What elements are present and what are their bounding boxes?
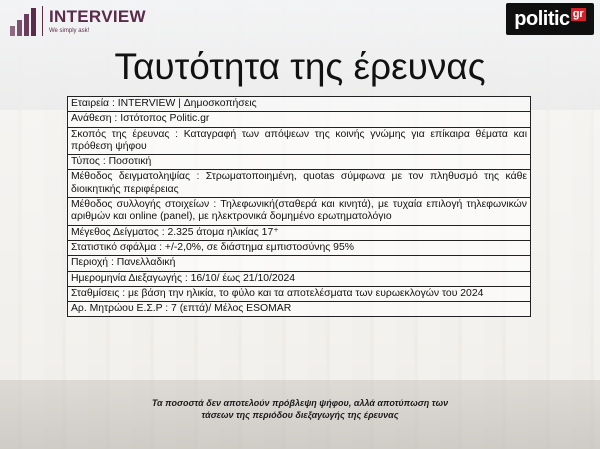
survey-identity-table — [67, 96, 531, 317]
table-row — [68, 225, 531, 240]
table-row — [68, 97, 531, 112]
table-cell: Ανάθεση : Ιστότοπος Politic.gr — [68, 112, 531, 127]
table-cell: Σταθμίσεις : με βάση την ηλικία, το φύλο και τα αποτελέσματα των ευρωεκλογών του 2024 — [68, 286, 531, 301]
table-row — [68, 170, 531, 198]
interview-logo-tagline: We simply ask! — [49, 28, 90, 34]
table-cell: Τύπος : Ποσοτική — [68, 155, 531, 170]
bars-logo-icon — [10, 6, 36, 36]
table-cell: Μέθοδος συλλογής στοιχείων : Τηλεφωνική(σταθερά και κινητά), με τυχαία επιλογή τηλεφωνικών αριθμών και online (panel), με ηλεκτρονικά δομημένο ερωτηματολόγιο — [68, 198, 531, 226]
logo-divider — [42, 6, 43, 36]
politic-logo-word: politic — [514, 7, 570, 30]
politic-logo-suffix: gr — [572, 7, 584, 20]
table-row — [68, 271, 531, 286]
table-row — [68, 198, 531, 226]
table-row — [68, 240, 531, 255]
interview-logo — [10, 4, 146, 38]
table-row — [68, 127, 531, 155]
politic-logo — [506, 3, 594, 35]
table-cell: Ημερομηνία Διεξαγωγής : 16/10/ έως 21/10/2024 — [68, 271, 531, 286]
table-cell: Περιοχή : Πανελλαδική — [68, 256, 531, 271]
disclaimer-line-1: Τα ποσοστά δεν αποτελούν πρόβλεψη ψήφου, αλλά αποτύπωση των — [151, 398, 449, 408]
table-cell: Σκοπός της έρευνας : Καταγραφή των απόψεων της κοινής γνώμης για επίκαιρα θέματα και πρόθεση ψήφου — [68, 127, 531, 155]
interview-logo-name: INTERVIEW — [49, 7, 146, 26]
table-row — [68, 286, 531, 301]
table-row — [68, 302, 531, 317]
disclaimer-note — [0, 397, 600, 421]
table-cell: Στατιστικό σφάλμα : +/-2,0%, σε διάστημα εμπιστοσύνης 95% — [68, 240, 531, 255]
disclaimer-line-2: τάσεων της περιόδου διεξαγωγής της έρευνας — [201, 410, 399, 420]
table-cell: Μέθοδος δειγματοληψίας : Στρωματοποιημένη, quotas σύμφωνα με τον πληθυσμό της κάθε διοικητικής περιφέρειας — [68, 170, 531, 198]
table-row — [68, 112, 531, 127]
table-row — [68, 155, 531, 170]
page-title: Ταυτότητα της έρευνας — [114, 46, 486, 87]
table-cell: Εταιρεία : INTERVIEW | Δημοσκοπήσεις — [68, 97, 531, 112]
interview-logo-text — [49, 8, 146, 34]
table-row — [68, 256, 531, 271]
table-cell: Μέγεθος Δείγματος : 2.325 άτομα ηλικίας 17⁺ — [68, 225, 531, 240]
table-cell: Αρ. Μητρώου Ε.Σ.Ρ : 7 (επτά)/ Μέλος ESOMAR — [68, 302, 531, 317]
